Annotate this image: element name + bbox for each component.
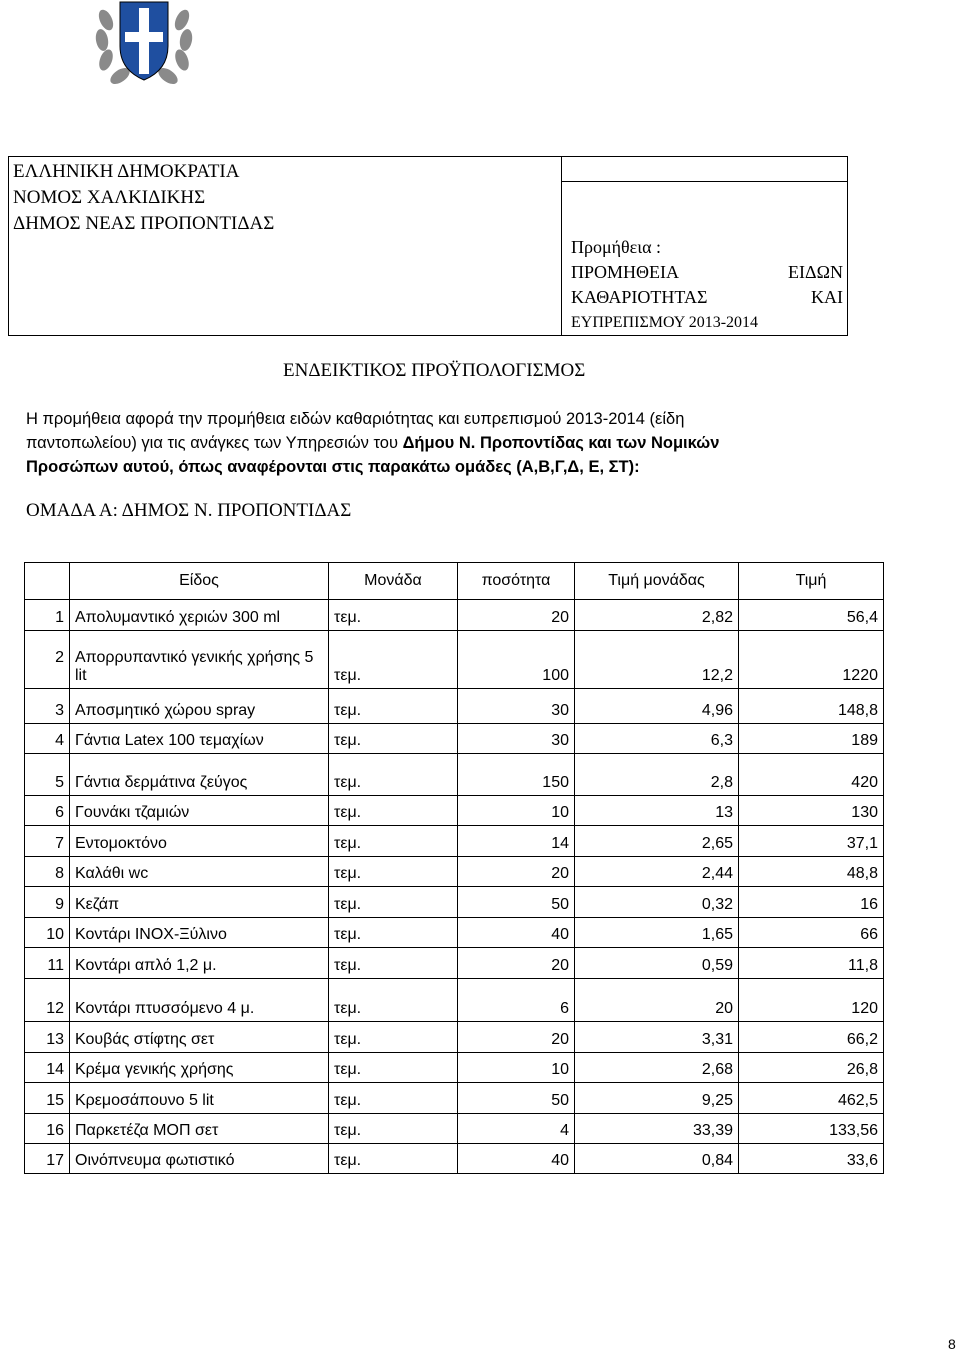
item-name: Εντομοκτόνο xyxy=(70,826,329,857)
item-quantity: 30 xyxy=(458,724,575,754)
item-name: Απολυμαντικό χεριών 300 ml xyxy=(70,600,329,631)
table-row xyxy=(25,631,884,689)
items-table-body xyxy=(25,600,884,1174)
item-name: Κεζάπ xyxy=(70,887,329,918)
item-number: 4 xyxy=(25,724,70,754)
intro-paragraph xyxy=(26,407,886,479)
item-quantity: 50 xyxy=(458,1083,575,1114)
item-price: 1220 xyxy=(739,631,884,689)
item-unit-price: 4,96 xyxy=(575,689,739,724)
item-unit-price: 2,82 xyxy=(575,600,739,631)
item-quantity: 40 xyxy=(458,918,575,948)
item-number: 9 xyxy=(25,887,70,918)
item-unit: τεμ. xyxy=(329,754,458,796)
item-number: 7 xyxy=(25,826,70,857)
procurement-word: ΚΑΙ xyxy=(811,287,843,307)
item-number: 17 xyxy=(25,1144,70,1174)
item-price: 148,8 xyxy=(739,689,884,724)
table-row xyxy=(25,826,884,857)
item-price: 26,8 xyxy=(739,1053,884,1083)
item-number: 12 xyxy=(25,979,70,1022)
item-number: 14 xyxy=(25,1053,70,1083)
items-table xyxy=(24,562,884,1174)
item-quantity: 20 xyxy=(458,1022,575,1053)
table-row xyxy=(25,754,884,796)
item-unit: τεμ. xyxy=(329,918,458,948)
intro-line-3: Προσώπων αυτού, όπως αναφέρονται στις παρακάτω ομάδες (Α,Β,Γ,Δ, Ε, ΣΤ): xyxy=(26,458,640,476)
header-hline xyxy=(561,181,847,182)
intro-line-1: Η προμήθεια αφορά την προμήθεια ειδών καθαριότητας και ευπρεπισμού 2013-2014 (είδη xyxy=(26,410,685,428)
item-unit: τεμ. xyxy=(329,979,458,1022)
item-price: 56,4 xyxy=(739,600,884,631)
header-quantity: ποσότητα xyxy=(458,563,575,600)
item-quantity: 20 xyxy=(458,600,575,631)
item-number: 15 xyxy=(25,1083,70,1114)
item-unit-price: 0,84 xyxy=(575,1144,739,1174)
table-row xyxy=(25,724,884,754)
item-price: 33,6 xyxy=(739,1144,884,1174)
header-divider xyxy=(561,157,562,335)
table-row xyxy=(25,979,884,1022)
item-unit: τεμ. xyxy=(329,631,458,689)
item-unit: τεμ. xyxy=(329,600,458,631)
item-unit-price: 13 xyxy=(575,796,739,826)
procurement-word: ΚΑΘΑΡΙΟΤΗΤΑΣ xyxy=(571,287,708,307)
item-name: Απορρυπαντικό γενικής χρήσης 5 lit xyxy=(70,631,329,689)
item-quantity: 50 xyxy=(458,887,575,918)
item-unit-price: 9,25 xyxy=(575,1083,739,1114)
greek-coat-of-arms-icon xyxy=(92,0,196,88)
item-quantity: 6 xyxy=(458,979,575,1022)
authority-line-1: ΕΛΛΗΝΙΚΗ ΔΗΜΟΚΡΑΤΙΑ xyxy=(13,161,240,182)
item-name: Κρέμα γενικής χρήσης xyxy=(70,1053,329,1083)
item-number: 8 xyxy=(25,857,70,887)
header-number xyxy=(25,563,70,600)
item-quantity: 150 xyxy=(458,754,575,796)
procurement-line-2 xyxy=(571,285,843,310)
item-unit: τεμ. xyxy=(329,887,458,918)
item-unit-price: 12,2 xyxy=(575,631,739,689)
table-header-row xyxy=(25,563,884,600)
intro-text: παντοπωλείου) για τις ανάγκες των Υπηρεσιών του xyxy=(26,434,403,452)
item-unit-price: 2,65 xyxy=(575,826,739,857)
item-unit: τεμ. xyxy=(329,857,458,887)
item-name: Γάντια Latex 100 τεμαχίων xyxy=(70,724,329,754)
intro-line-2 xyxy=(26,431,886,455)
procurement-word: ΕΙΔΩΝ xyxy=(788,262,843,282)
item-quantity: 20 xyxy=(458,948,575,979)
page-number: 8 xyxy=(948,1336,956,1352)
item-name: Κοντάρι απλό 1,2 μ. xyxy=(70,948,329,979)
item-price: 130 xyxy=(739,796,884,826)
item-number: 3 xyxy=(25,689,70,724)
item-number: 13 xyxy=(25,1022,70,1053)
item-number: 16 xyxy=(25,1114,70,1144)
item-price: 48,8 xyxy=(739,857,884,887)
table-row xyxy=(25,918,884,948)
item-unit: τεμ. xyxy=(329,1114,458,1144)
item-number: 1 xyxy=(25,600,70,631)
table-row xyxy=(25,600,884,631)
item-number: 5 xyxy=(25,754,70,796)
item-unit: τεμ. xyxy=(329,826,458,857)
item-price: 66 xyxy=(739,918,884,948)
item-number: 11 xyxy=(25,948,70,979)
item-unit-price: 33,39 xyxy=(575,1114,739,1144)
procurement-line-1 xyxy=(571,260,843,285)
header-box xyxy=(8,156,848,336)
procurement-word: ΠΡΟΜΗΘΕΙΑ xyxy=(571,262,679,282)
item-unit-price: 2,44 xyxy=(575,857,739,887)
item-unit-price: 3,31 xyxy=(575,1022,739,1053)
group-title: ΟΜΑΔΑ Α: ΔΗΜΟΣ Ν. ΠΡΟΠΟΝΤΙΔΑΣ xyxy=(26,500,352,521)
item-unit-price: 20 xyxy=(575,979,739,1022)
table-row xyxy=(25,1083,884,1114)
item-quantity: 10 xyxy=(458,796,575,826)
table-row xyxy=(25,1144,884,1174)
header-unit-price: Τιμή μονάδας xyxy=(575,563,739,600)
item-quantity: 4 xyxy=(458,1114,575,1144)
item-unit: τεμ. xyxy=(329,1053,458,1083)
procurement-description xyxy=(571,235,843,335)
item-price: 16 xyxy=(739,887,884,918)
authority-line-2: ΝΟΜΟΣ ΧΑΛΚΙΔΙΚΗΣ xyxy=(13,187,206,208)
intro-bold-text: Δήμου Ν. Προποντίδας και των Νομικών xyxy=(402,434,720,452)
item-unit: τεμ. xyxy=(329,1083,458,1114)
item-price: 11,8 xyxy=(739,948,884,979)
item-unit-price: 0,59 xyxy=(575,948,739,979)
item-quantity: 30 xyxy=(458,689,575,724)
header-unit: Μονάδα xyxy=(329,563,458,600)
item-number: 10 xyxy=(25,918,70,948)
item-name: Κοντάρι πτυσσόμενο 4 μ. xyxy=(70,979,329,1022)
item-price: 120 xyxy=(739,979,884,1022)
item-unit: τεμ. xyxy=(329,1022,458,1053)
item-unit: τεμ. xyxy=(329,689,458,724)
item-number: 6 xyxy=(25,796,70,826)
item-name: Γάντια δερμάτινα ζεύγος xyxy=(70,754,329,796)
authority-line-3: ΔΗΜΟΣ ΝΕΑΣ ΠΡΟΠΟΝΤΙΔΑΣ xyxy=(13,213,275,234)
table-row xyxy=(25,1114,884,1144)
item-name: Καλάθι wc xyxy=(70,857,329,887)
item-name: Αποσμητικό χώρου spray xyxy=(70,689,329,724)
table-row xyxy=(25,1022,884,1053)
item-name: Κοντάρι INOX-Ξύλινο xyxy=(70,918,329,948)
item-price: 66,2 xyxy=(739,1022,884,1053)
item-unit: τεμ. xyxy=(329,796,458,826)
item-price: 462,5 xyxy=(739,1083,884,1114)
item-unit: τεμ. xyxy=(329,1144,458,1174)
item-name: Οινόπνευμα φωτιστικό xyxy=(70,1144,329,1174)
table-row xyxy=(25,796,884,826)
header-price: Τιμή xyxy=(739,563,884,600)
item-quantity: 10 xyxy=(458,1053,575,1083)
item-price: 133,56 xyxy=(739,1114,884,1144)
procurement-label: Προμήθεια : xyxy=(571,237,661,257)
item-quantity: 100 xyxy=(458,631,575,689)
item-unit: τεμ. xyxy=(329,724,458,754)
item-number: 2 xyxy=(25,631,70,689)
item-price: 37,1 xyxy=(739,826,884,857)
item-unit-price: 0,32 xyxy=(575,887,739,918)
item-unit-price: 1,65 xyxy=(575,918,739,948)
table-row xyxy=(25,1053,884,1083)
item-name: Παρκετέζα ΜΟΠ σετ xyxy=(70,1114,329,1144)
procurement-line-3: ΕΥΠΡΕΠΙΣΜΟΥ 2013-2014 xyxy=(571,314,759,331)
item-price: 420 xyxy=(739,754,884,796)
item-unit-price: 6,3 xyxy=(575,724,739,754)
item-price: 189 xyxy=(739,724,884,754)
item-quantity: 40 xyxy=(458,1144,575,1174)
table-row xyxy=(25,887,884,918)
item-quantity: 14 xyxy=(458,826,575,857)
item-unit-price: 2,68 xyxy=(575,1053,739,1083)
item-unit: τεμ. xyxy=(329,948,458,979)
item-unit-price: 2,8 xyxy=(575,754,739,796)
table-row xyxy=(25,689,884,724)
budget-title: ΕΝΔΕΙΚΤΙΚΟΣ ΠΡΟΫΠΟΛΟΓΙΣΜΟΣ xyxy=(283,360,586,381)
item-name: Κουβάς στίφτης σετ xyxy=(70,1022,329,1053)
table-row xyxy=(25,948,884,979)
table-row xyxy=(25,857,884,887)
item-quantity: 20 xyxy=(458,857,575,887)
header-item: Είδος xyxy=(70,563,329,600)
item-name: Κρεμοσάπουνο 5 lit xyxy=(70,1083,329,1114)
issuing-authority xyxy=(13,159,274,237)
item-name: Γουνάκι τζαμιών xyxy=(70,796,329,826)
